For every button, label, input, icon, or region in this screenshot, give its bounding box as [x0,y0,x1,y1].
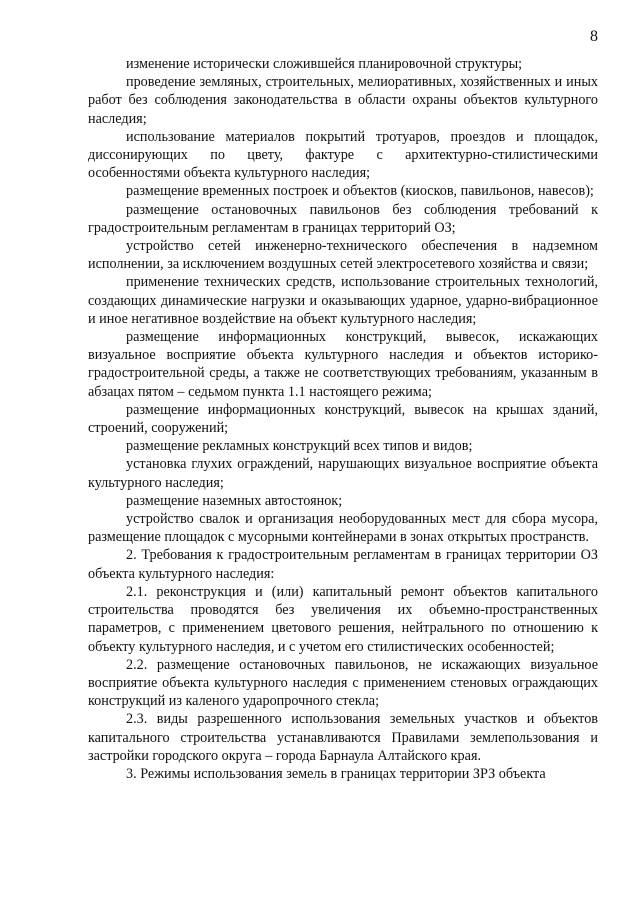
paragraph: устройство свалок и организация необорудованных мест для сбора мусора, размещение площадок с мусорными контейнерами в зонах открытых пространств. [88,511,598,546]
section-heading: 2. Требования к градостроительным регламентам в границах территории ОЗ объекта культурного наследия: [88,547,598,582]
paragraph: 2.1. реконструкция и (или) капитальный ремонт объектов капитального строительства проводятся без увеличения их объемно-пространственных параметров, с применением цветового решения, нейтрального по отношению к объекту культурного наследия, и с учетом его стилистических особенностей; [88,583,598,655]
paragraph: установка глухих ограждений, нарушающих визуальное восприятие объекта культурного наследия; [88,456,598,491]
paragraph: 2.2. размещение остановочных павильонов, не искажающих визуальное восприятие объекта культурного наследия с применением стеновых ограждающих конструкций из каленого ударопрочного стекла; [88,656,598,710]
paragraph: размещение остановочных павильонов без соблюдения требований к градостроительным регламентам в границах территорий ОЗ; [88,201,598,236]
paragraph: проведение земляных, строительных, мелиоративных, хозяйственных и иных работ без соблюдения законодательства в области охраны объектов культурного наследия; [88,74,598,127]
page-number: 8 [590,28,598,45]
section-heading: 3. Режимы использования земель в границах территории ЗРЗ объекта [126,765,546,782]
paragraph: размещение наземных автостоянок; [126,492,343,509]
paragraph: использование материалов покрытий тротуаров, проездов и площадок, диссонирующих по цвету, фактуре с архитектурно-стилистическими особенностями объекта культурного наследия; [88,128,598,182]
paragraph: изменение исторически сложившейся планировочной структуры; [126,56,523,72]
paragraph: устройство сетей инженерно-технического обеспечения в надземном исполнении, за исключением воздушных сетей электросетевого хозяйства и связи; [88,238,598,273]
paragraph: 2.3. виды разрешенного использования земельных участков и объектов капитального строительства устанавливаются Правилами землепользования и застройки городского округа – города Барнаула Алтайского края. [88,711,598,764]
paragraph: применение технических средств, использование строительных технологий, создающих динамические нагрузки и оказывающих ударное, ударно-вибрационное и иное негативное воздействие на объект культурного наследия; [88,274,598,327]
paragraph: размещение временных построек и объектов (киосков, павильонов, навесов); [126,183,594,200]
document-body [88,55,598,783]
paragraph: размещение информационных конструкций, вывесок на крышах зданий, строений, сооружений; [88,401,598,437]
paragraph: размещение информационных конструкций, вывесок, искажающих визуальное восприятие объекта культурного наследия и объектов историко-градостроительной среды, а также не соответствующих требованиям, указанным в абзацах пятом – седьмом пункта 1.1 настоящего режима; [88,329,598,400]
paragraph: размещение рекламных конструкций всех типов и видов; [126,438,473,455]
